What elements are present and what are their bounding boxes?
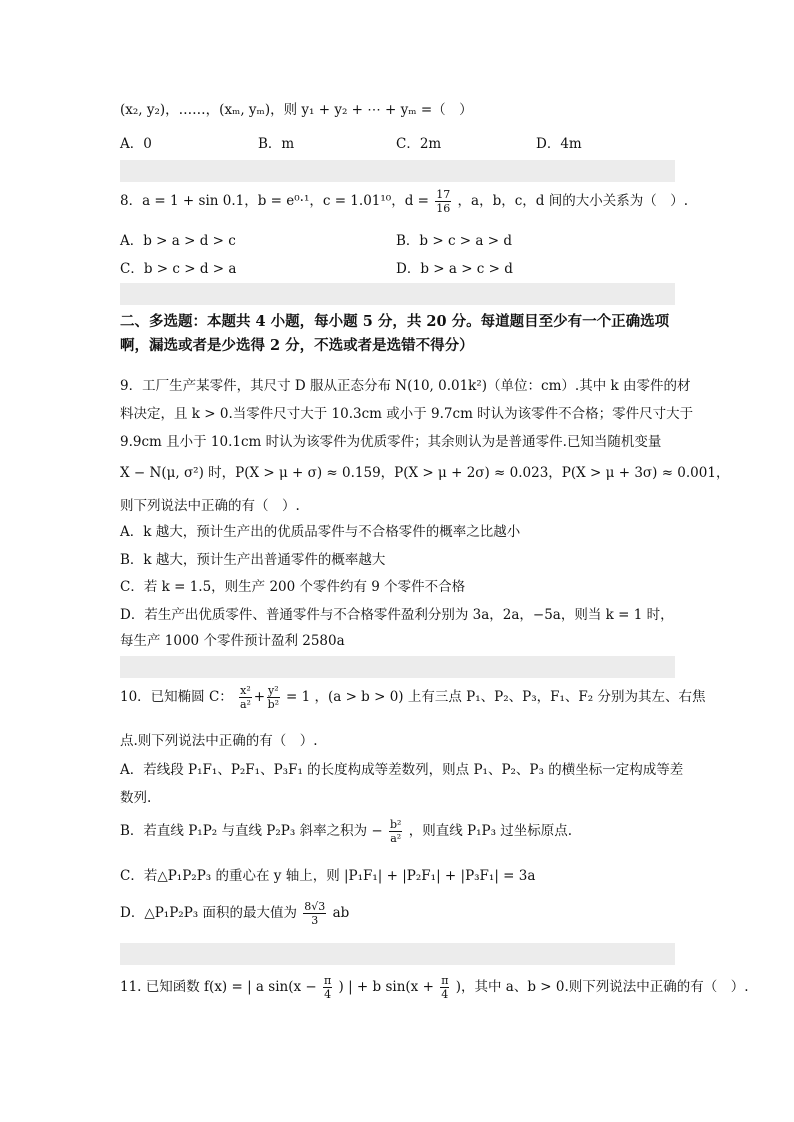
q10-eq-x-den: a²: [239, 698, 251, 711]
q11-pi-den-1: 4: [324, 988, 332, 1001]
q10-eq-y-fraction: [267, 684, 280, 711]
q11-pi-den-2: 4: [441, 988, 449, 1001]
q9-line-2: 料决定，且 k > 0.当零件尺寸大于 10.3cm 或小于 9.7cm 时认为该零件不合格；零件尺寸大于: [120, 406, 694, 422]
q9-line-5: 则下列说法中正确的有（ ）.: [120, 498, 300, 514]
q8-stem: [120, 188, 688, 215]
q7-option-a: A．0: [120, 136, 152, 152]
q10-option-c: C．若△P₁P₂P₃ 的重心在 y 轴上，则 |P₁F₁| + |P₂F₁| + |P₃F₁| = 3a: [120, 868, 536, 884]
q11-pi-num-1: π: [324, 974, 332, 987]
q10-option-a: A．若线段 P₁F₁、P₂F₁、P₃F₁ 的长度构成等差数列，则点 P₁、P₂、P₃ 的横坐标一定构成等差: [120, 762, 684, 778]
q10-option-d-part1: D．△P₁P₂P₃ 面积的最大值为: [120, 905, 297, 921]
q10-eq-y-den: b²: [267, 698, 280, 711]
q8-frac-den: 16: [436, 202, 451, 215]
q9-line-3: 9.9cm 且小于 10.1cm 时认为该零件为优质零件；其余则认为是普通零件.已知当随机变量: [120, 434, 662, 450]
q8-frac-num: 17: [436, 188, 451, 201]
q10-eq-y-num: y²: [268, 684, 279, 697]
q7-option-c: C．2m: [396, 136, 442, 152]
q10-option-b-part1: B．若直线 P₁P₂ 与直线 P₂P₃ 斜率之积为 −: [120, 823, 383, 839]
q11-stem-part1: 11. 已知函数 f(x) = | a sin(x −: [120, 979, 317, 995]
q8-option-c: C．b > c > d > a: [120, 261, 237, 277]
q10-option-b-part2: ，则直线 P₁P₃ 过坐标原点.: [408, 823, 573, 839]
q11-stem-part2: ) | + b sin(x +: [338, 979, 434, 995]
q10-stem-part2: ，(a > b > 0) 上有三点 P₁、P₂、P₃，F₁、F₂ 分别为其左、右焦: [314, 689, 706, 705]
divider-band: [120, 160, 675, 182]
q10-option-d-fraction: [303, 900, 326, 927]
q7-option-d: D．4m: [536, 136, 582, 152]
q10-option-d-den: 3: [311, 914, 319, 927]
q11-stem: [120, 974, 749, 1001]
q9-option-b: B．k 越大，预计生产出普通零件的概率越大: [120, 552, 386, 568]
q9-option-c: C．若 k = 1.5，则生产 200 个零件约有 9 个零件不合格: [120, 579, 466, 595]
q8-stem-part2: ，a，b，c，d 间的大小关系为（ ）.: [457, 193, 689, 209]
q9-option-d: D．若生产出优质零件、普通零件与不合格零件盈利分别为 3a，2a，−5a，则当 k = 1 时，: [120, 607, 674, 623]
q10-stem-part1: 10．已知椭圆 C：: [120, 689, 233, 705]
q10-option-d-part2: ab: [332, 905, 350, 921]
q11-stem-part3: )，其中 a、b > 0.则下列说法中正确的有（ ）.: [455, 979, 749, 995]
divider-band: [120, 656, 675, 678]
q10-option-b-den: a²: [390, 832, 402, 845]
q7-option-b: B．m: [258, 136, 295, 152]
q11-pi-fraction-2: [440, 974, 449, 1001]
q10-option-b: [120, 818, 572, 845]
q10-option-b-num: b²: [389, 818, 402, 831]
q8-stem-part1: 8．a = 1 + sin 0.1，b = e⁰·¹，c = 1.01¹⁰，d =: [120, 193, 429, 209]
q9-option-d-continued: 每生产 1000 个零件预计盈利 2580a: [120, 633, 345, 649]
q10-eq-rhs: = 1: [285, 689, 311, 705]
q10-option-d-num: 8√3: [304, 900, 326, 913]
q10-option-a-continued: 数列.: [120, 790, 152, 806]
q11-pi-fraction-1: [323, 974, 332, 1001]
q10-stem: 10．已知椭圆 C： $\frac{\text{x²}}{\text{a²}}$ + $\frac{\text{y²}}{\text{b²}}$ = 1 ，(a > b > 0) 上有三点 P₁、P₂、P₃，F₁、F₂ 分别为其左、右焦: [120, 684, 706, 711]
q9-line-1: 9．工厂生产某零件，其尺寸 D 服从正态分布 N(10, 0.01k²)（单位：cm）.其中 k 由零件的材: [120, 378, 691, 394]
q8-option-b: B．b > c > a > d: [396, 233, 512, 249]
q10-stem-continued: 点.则下列说法中正确的有（ ）.: [120, 733, 318, 749]
q8-fraction: [435, 188, 451, 215]
q10-option-b-fraction: [389, 818, 402, 845]
q7-continuation: (x₂, y₂)，……，(xₘ, yₘ)，则 y₁ + y₂ + ⋯ + yₘ =（ ）: [120, 102, 473, 118]
q8-option-d: D．b > a > c > d: [396, 261, 513, 277]
q10-eq-x-fraction: [239, 684, 252, 711]
q10-eq-x-num: x²: [240, 684, 251, 697]
divider-band: [120, 283, 675, 305]
q11-pi-num-2: π: [441, 974, 449, 987]
divider-band: [120, 943, 675, 965]
q8-option-a: A．b > a > d > c: [120, 233, 236, 249]
q10-option-d: [120, 900, 349, 927]
q9-option-a: A．k 越大，预计生产出的优质品零件与不合格零件的概率之比越小: [120, 524, 521, 540]
q9-line-4: X − N(μ, σ²) 时，P(X > μ + σ) ≈ 0.159，P(X > μ + 2σ) ≈ 0.023，P(X > μ + 3σ) ≈ 0.001，: [120, 465, 730, 481]
section-heading: 二、多选题：本题共 4 小题，每小题 5 分，共 20 分。每道题目至少有一个正确选项啊，漏选或者是少选得 2 分，不选或者是选错不得分）: [120, 313, 670, 354]
